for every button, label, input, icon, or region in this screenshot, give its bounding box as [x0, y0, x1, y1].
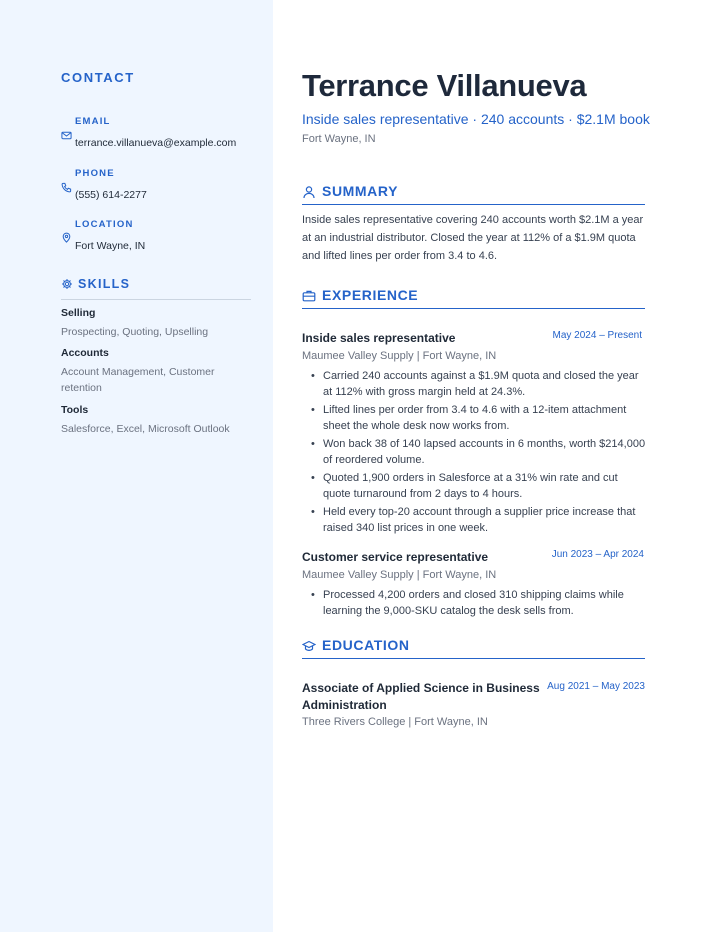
summary-title: SUMMARY: [322, 183, 399, 199]
education-dates: Aug 2021 – May 2023: [547, 681, 645, 692]
phone-value[interactable]: (555) 614-2277: [75, 189, 147, 201]
skill-group: [61, 346, 251, 396]
job-dates: Jun 2023 – Apr 2024: [551, 549, 644, 560]
education-entry: [302, 680, 647, 728]
job-company: Maumee Valley Supply | Fort Wayne, IN: [302, 350, 497, 362]
sidebar: [0, 0, 273, 932]
job-company: Maumee Valley Supply | Fort Wayne, IN: [302, 569, 497, 581]
skills-heading: [61, 277, 251, 300]
job-bullet: • Lifted lines per order from 3.4 to 4.6 with a 12-item attachment sheet the whole desk now works from.: [302, 402, 647, 434]
job-bullets: [302, 587, 647, 619]
summary-heading: [302, 183, 645, 205]
skill-group: [61, 403, 251, 437]
job-title: Customer service representative: [302, 550, 489, 564]
experience-heading: [302, 287, 645, 309]
graduation-cap-icon: [302, 639, 316, 653]
education-heading: [302, 637, 645, 659]
location-label: LOCATION: [75, 219, 134, 230]
job-bullet: • Processed 4,200 orders and closed 310 shipping claims while learning the 9,000-SKU catalog the desk sells from.: [302, 587, 647, 619]
phone-icon: [61, 182, 72, 193]
location-value: Fort Wayne, IN: [75, 240, 146, 252]
email-value[interactable]: terrance.villanueva@example.com: [75, 137, 237, 149]
job-entry: [302, 330, 647, 538]
candidate-location: Fort Wayne, IN: [302, 133, 376, 145]
job-bullet: • Carried 240 accounts against a $1.9M quota and closed the year at 112% with gross margin held at 24.3%.: [302, 368, 647, 400]
job-bullet: • Quoted 1,900 orders in Salesforce at a 31% win rate and cut quote turnaround from 2 days to 4 hours.: [302, 470, 647, 502]
skill-group-items: Account Management, Customer retention: [61, 366, 215, 394]
skill-group-name: Selling: [61, 307, 96, 319]
job-bullet: • Won back 38 of 140 lapsed accounts in 6 months, worth $214,000 of reordered volume.: [302, 436, 647, 468]
job-dates: May 2024 – Present: [552, 330, 642, 341]
user-icon: [302, 185, 316, 199]
job-bullets: [302, 368, 647, 536]
skill-group: [61, 306, 251, 340]
summary-text: Inside sales representative covering 240 accounts worth $2.1M a year at an industrial distributor. Closed the year at 112% of a $1.9M quota and lifted lines per order from 3.4 to 4.6.: [302, 214, 644, 262]
phone-label: PHONE: [75, 168, 115, 179]
briefcase-icon: [302, 289, 316, 303]
skill-group-name: Accounts: [61, 347, 109, 359]
map-pin-icon: [61, 232, 72, 243]
skill-group-items: Prospecting, Quoting, Upselling: [61, 326, 209, 338]
job-entry: [302, 549, 647, 621]
education-title: EDUCATION: [322, 637, 410, 653]
job-title: Inside sales representative: [302, 331, 456, 345]
school: Three Rivers College | Fort Wayne, IN: [302, 716, 488, 728]
gear-icon: [61, 278, 73, 290]
contact-heading: CONTACT: [61, 70, 135, 85]
degree: Associate of Applied Science in Business Administration: [302, 681, 540, 712]
email-label: EMAIL: [75, 116, 111, 127]
skills-title: SKILLS: [78, 277, 131, 291]
experience-title: EXPERIENCE: [322, 287, 419, 303]
skill-group-name: Tools: [61, 404, 89, 416]
skill-group-items: Salesforce, Excel, Microsoft Outlook: [61, 423, 230, 435]
job-bullet: • Held every top-20 account through a supplier price increase that raised 340 list prices in one week.: [302, 504, 647, 536]
mail-icon: [61, 130, 72, 141]
headline: Inside sales representative · 240 accounts · $2.1M book: [302, 111, 650, 127]
candidate-name: Terrance Villanueva: [302, 68, 587, 103]
